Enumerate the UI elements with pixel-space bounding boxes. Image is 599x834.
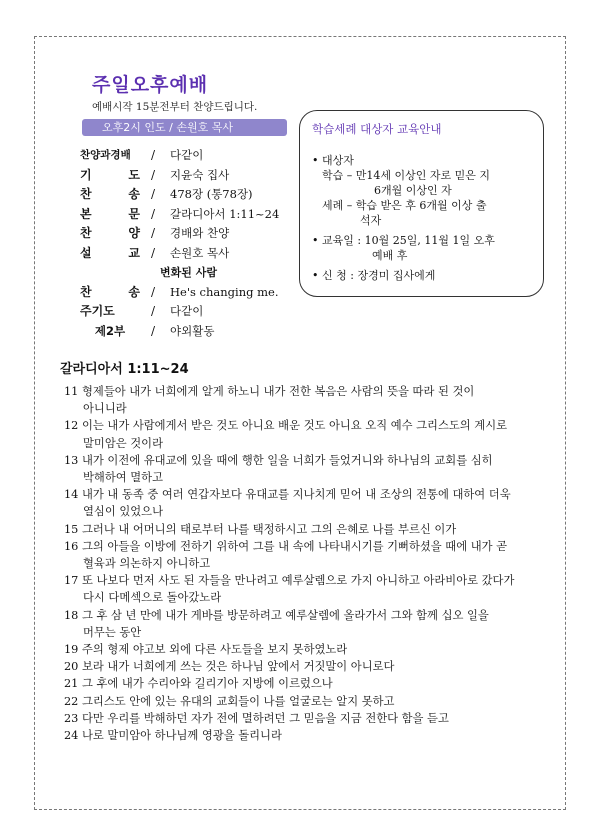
order-row [80, 283, 302, 303]
notice-apply [312, 268, 531, 283]
education-notice-box [299, 110, 544, 297]
order-label: 제2부 [94, 323, 126, 338]
notice-date [312, 233, 531, 248]
verse-text-continued: 아니니라 [83, 402, 127, 416]
order-label: 찬 송 [80, 284, 140, 299]
order-row [80, 205, 302, 225]
verse-line [64, 572, 544, 589]
verse-line [64, 503, 544, 520]
scripture-title: 갈라디아서 1:11~24 [60, 362, 189, 377]
verse-text-continued: 말미암은 것이라 [83, 436, 163, 450]
verse-number: 17 [64, 574, 79, 588]
verse-text: 그러나 내 어머니의 태로부터 나를 택정하시고 그의 은혜로 나를 부르신 이가 [82, 522, 457, 536]
verse-text: 또 나보다 먼저 사도 된 자들을 만나려고 예루살렘으로 가지 아니하고 아라비아로 갔다가 [82, 574, 515, 588]
sermon-title-row [80, 263, 302, 283]
order-value: 478장 (통78장) [170, 187, 253, 201]
verse-line [64, 400, 544, 417]
order-label: 찬양과경배 [80, 149, 131, 161]
notice-date-line2: 예배 후 [372, 249, 408, 262]
order-label: 설 교 [80, 245, 140, 260]
verse-line [64, 486, 544, 503]
order-separator: / [150, 226, 156, 240]
verse-line [64, 521, 544, 538]
verse-line [64, 383, 544, 400]
order-value: 손원호 목사 [170, 245, 230, 260]
verse-text-continued: 혈육과 의논하지 아니하고 [83, 557, 211, 571]
verse-text-continued: 박해하여 멸하고 [83, 471, 163, 485]
verse-number: 24 [64, 729, 79, 743]
verse-number: 15 [64, 522, 79, 536]
verse-text: 주의 형제 야고보 외에 다른 사도들을 보지 못하였노라 [82, 643, 348, 657]
order-separator: / [150, 187, 156, 201]
order-separator: / [150, 148, 156, 162]
notice-date-label: 교육일 : [322, 234, 362, 247]
order-row [80, 302, 302, 322]
verse-number: 20 [64, 660, 79, 674]
verse-line [64, 538, 544, 555]
order-separator: / [150, 245, 156, 260]
verse-text: 보라 내가 너희에게 쓰는 것은 하나님 앞에서 거짓말이 아니로다 [82, 660, 395, 674]
verse-number: 12 [64, 419, 79, 433]
verse-number: 11 [64, 385, 79, 398]
notice-apply-label: 신 청 : [322, 269, 354, 282]
bullet-icon: • [312, 269, 319, 282]
verse-text: 그리스도 안에 있는 유대의 교회들이 나를 얼굴로는 알지 못하고 [82, 694, 395, 708]
order-separator: / [150, 323, 156, 338]
bullet-icon: • [312, 154, 319, 167]
notice-learning-label: 학습 – [322, 169, 353, 182]
verse-number: 14 [64, 488, 79, 502]
order-row [80, 322, 302, 342]
order-label: 찬 양 [80, 226, 140, 240]
verse-line [64, 641, 544, 658]
verse-line [64, 607, 544, 624]
order-row [80, 244, 302, 264]
order-value: 지윤숙 집사 [170, 167, 230, 182]
order-separator: / [150, 304, 156, 318]
verse-line [64, 469, 544, 486]
verse-number: 16 [64, 539, 79, 553]
order-label: 찬 송 [80, 187, 140, 201]
verse-number: 23 [64, 711, 79, 725]
order-label: 본 문 [80, 206, 140, 221]
verse-text: 그 후 삼 년 만에 내가 게바를 방문하려고 예루살렘에 올라가서 그와 함께 십오 일을 [82, 608, 489, 622]
notice-baptism-line2: 석자 [360, 214, 382, 227]
notice-apply-value: 장경미 집사에게 [357, 269, 436, 282]
verse-text: 다만 우리를 박해하던 자가 전에 멸하려던 그 믿음을 지금 전한다 함을 듣고 [82, 711, 449, 725]
verse-text-continued: 열심이 있었으나 [83, 505, 163, 519]
verse-line [64, 693, 544, 710]
verse-number: 22 [64, 694, 79, 708]
service-title: 주일오후예배 [92, 74, 209, 96]
verse-line [64, 710, 544, 727]
verse-line [64, 658, 544, 675]
verse-line [64, 452, 544, 469]
verse-text: 내가 이전에 유대교에 있을 때에 행한 일을 너희가 들었거니와 하나님의 교회를 심히 [82, 453, 493, 467]
order-separator: / [150, 206, 156, 221]
verse-number: 18 [64, 608, 79, 622]
notice-target [312, 153, 531, 168]
notice-baptism-line1: 학습 받은 후 6개월 이상 출 [355, 199, 487, 212]
notice-date-line1: 10월 25일, 11월 1일 오후 [364, 234, 495, 247]
notice-learning-line1: 만14세 이상인 자로 믿은 지 [355, 169, 490, 182]
verse-line [64, 624, 544, 641]
order-separator: / [150, 284, 156, 299]
order-label: 주기도 [80, 304, 115, 318]
notice-baptism [312, 198, 531, 213]
verse-line [64, 417, 544, 434]
sermon-title: 변화된 사람 [160, 266, 217, 279]
verse-text: 형제들아 내가 너희에게 알게 하노니 내가 전한 복음은 사람의 뜻을 따라 된 것이 [82, 385, 475, 398]
verse-text: 내가 내 동족 중 여러 연갑자보다 유대교를 지나치게 믿어 내 조상의 전통에 대하여 더욱 [82, 488, 511, 502]
verse-text-continued: 다시 다메섹으로 돌아갔노라 [83, 591, 222, 605]
notice-baptism-label: 세례 – [322, 199, 353, 212]
bullet-icon: • [312, 234, 319, 247]
order-value: 경배와 찬양 [170, 226, 230, 240]
order-row [80, 185, 302, 205]
verse-number: 13 [64, 453, 79, 467]
order-separator: / [150, 167, 156, 182]
order-value: 다같이 [170, 148, 204, 162]
verse-line [64, 727, 544, 744]
notice-learning-line2: 6개월 이상인 자 [374, 184, 452, 197]
order-of-service [80, 146, 302, 341]
verse-line [64, 555, 544, 572]
order-value: 다같이 [170, 304, 204, 318]
notice-learning [312, 168, 531, 183]
order-value: He's changing me. [170, 284, 279, 299]
verse-text: 나로 말미암아 하나님께 영광을 돌리니라 [82, 729, 282, 743]
verse-line [64, 675, 544, 692]
order-label: 기 도 [80, 167, 140, 182]
service-subtitle: 예배시작 15분전부터 찬양드립니다. [92, 101, 258, 113]
verse-text: 그 후에 내가 수리아와 길리기아 지방에 이르렀으나 [82, 677, 333, 691]
verse-text: 그의 아들을 이방에 전하기 위하여 그를 내 속에 나타내시기를 기뻐하셨을 때에 내가 곧 [82, 539, 508, 553]
service-leader-bar: 오후2시 인도 / 손원호 목사 [82, 119, 287, 136]
scripture-verses [64, 383, 544, 744]
order-row [80, 224, 302, 244]
notice-title: 학습세례 대상자 교육안내 [312, 122, 442, 136]
order-value: 갈라디아서 1:11~24 [170, 206, 280, 221]
verse-line [64, 435, 544, 452]
verse-line [64, 589, 544, 606]
verse-text: 이는 내가 사람에게서 받은 것도 아니요 배운 것도 아니요 오직 예수 그리스도의 계시로 [82, 419, 508, 433]
notice-target-label: 대상자 [322, 154, 354, 167]
order-value: 야외활동 [170, 323, 215, 338]
verse-text-continued: 머무는 동안 [83, 625, 142, 639]
verse-number: 21 [64, 677, 79, 691]
verse-number: 19 [64, 643, 79, 657]
order-row [80, 146, 302, 166]
order-row [80, 166, 302, 186]
